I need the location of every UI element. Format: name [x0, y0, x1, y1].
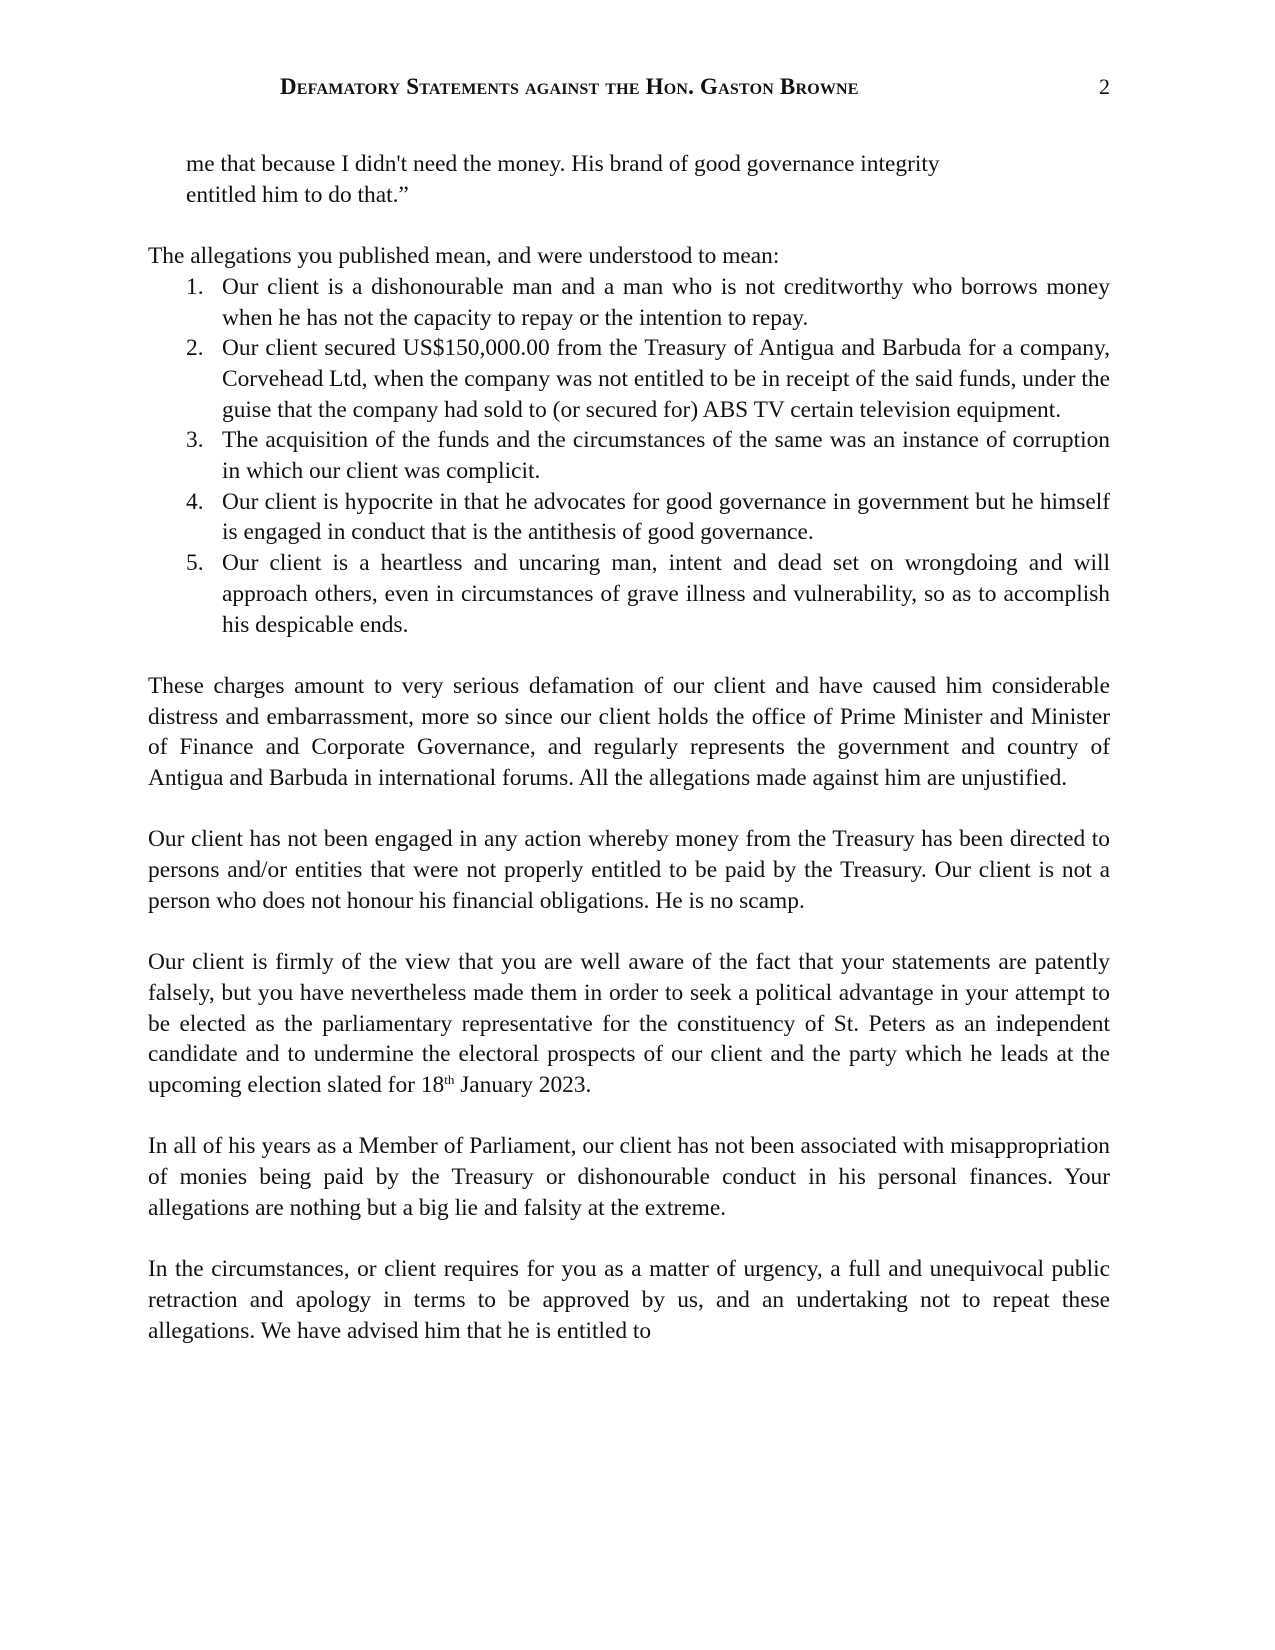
quote-tail-line-1: me that because I didn't need the money. His brand of good governance integrity	[186, 151, 940, 177]
paragraph-member-years: In all of his years as a Member of Parliament, our client has not been associated with misappropriation of monies being paid by the Treasury or dishonourable conduct in his personal finances. Your allegations are nothing but a big lie and falsity at the extreme.	[148, 1133, 1110, 1221]
firmly-view-text: Our client is firmly of the view that you are well aware of the fact that your statements are patently falsely, but you have nevertheless made them in order to seek a political advantage in your attempt to be elected as the parliamentary representative for the constituency of St. Peters as an independent candidate and to undermine the electoral prospects of our client and the party which he leads at the upcoming election slated for	[148, 949, 1110, 1099]
spacer	[148, 210, 1110, 241]
list-number: 3.	[186, 427, 204, 454]
spacer	[148, 794, 1110, 825]
paragraph-circumstances: In the circumstances, or client requires for you as a matter of urgency, a full and unequivocal public retraction and apology in terms to be approved by us, and an undertaking not to repeat these allegations. We have advised him that he is entitled to	[148, 1256, 1110, 1344]
list-item	[148, 272, 1110, 333]
election-month-year: January 2023.	[454, 1072, 592, 1099]
header-title: Defamatory Statements against the Hon. Gaston Browne	[280, 74, 859, 99]
list-number: 5.	[186, 550, 204, 577]
list-item	[148, 487, 1110, 548]
page-number: 2	[1099, 74, 1110, 99]
meanings-list	[148, 272, 1110, 640]
spacer	[148, 1101, 1110, 1132]
list-item	[148, 333, 1110, 425]
election-day: 18	[420, 1072, 445, 1099]
running-header	[148, 74, 1110, 106]
list-item	[148, 548, 1110, 640]
list-item-text: The acquisition of the funds and the circumstances of the same was an instance of corruption in which our client was complicit.	[222, 427, 1110, 485]
list-number: 2.	[186, 335, 204, 362]
document-body	[148, 149, 1110, 1346]
ordinal-suffix: th	[444, 1072, 455, 1088]
list-number: 4.	[186, 488, 204, 515]
paragraph-not-engaged: Our client has not been engaged in any action whereby money from the Treasury has been directed to persons and/or entities that were not properly entitled to be paid by the Treasury. Our client is not a person who does not honour his financial obligations. He is no scamp.	[148, 826, 1110, 914]
list-item-text: Our client is hypocrite in that he advocates for good governance in government but he himself is engaged in conduct that is the antithesis of good governance.	[222, 488, 1110, 546]
list-number: 1.	[186, 273, 204, 300]
list-item-text: Our client is a dishonourable man and a man who is not creditworthy who borrows money when he has not the capacity to repay or the intention to repay.	[222, 273, 1110, 331]
paragraph-charges: These charges amount to very serious defamation of our client and have caused him considerable distress and embarrassment, more so since our client holds the office of Prime Minister and Minister of Finance and Corporate Governance, and regularly represents the government and country of Antigua and Barbuda in international forums. All the allegations made against him are unjustified.	[148, 672, 1110, 792]
spacer	[148, 640, 1110, 671]
election-date	[421, 1072, 592, 1098]
list-item-text: Our client secured US$150,000.00 from the Treasury of Antigua and Barbuda for a company, Corvehead Ltd, when the company was not entitled to be in receipt of the said funds, under the guise that the company had sold to (or secured for) ABS TV certain television equipment.	[222, 335, 1110, 423]
spacer	[148, 1224, 1110, 1255]
list-item-text: Our client is a heartless and uncaring man, intent and dead set on wrongdoing and will approach others, even in circumstances of grave illness and vulnerability, so as to accomplish his despicable ends.	[222, 550, 1110, 638]
quote-tail-line-2: entitled him to do that.”	[186, 181, 409, 208]
list-item	[148, 425, 1110, 486]
paragraph-firmly-view	[148, 947, 1110, 1101]
spacer	[148, 917, 1110, 948]
meanings-intro: The allegations you published mean, and were understood to mean:	[148, 243, 780, 270]
